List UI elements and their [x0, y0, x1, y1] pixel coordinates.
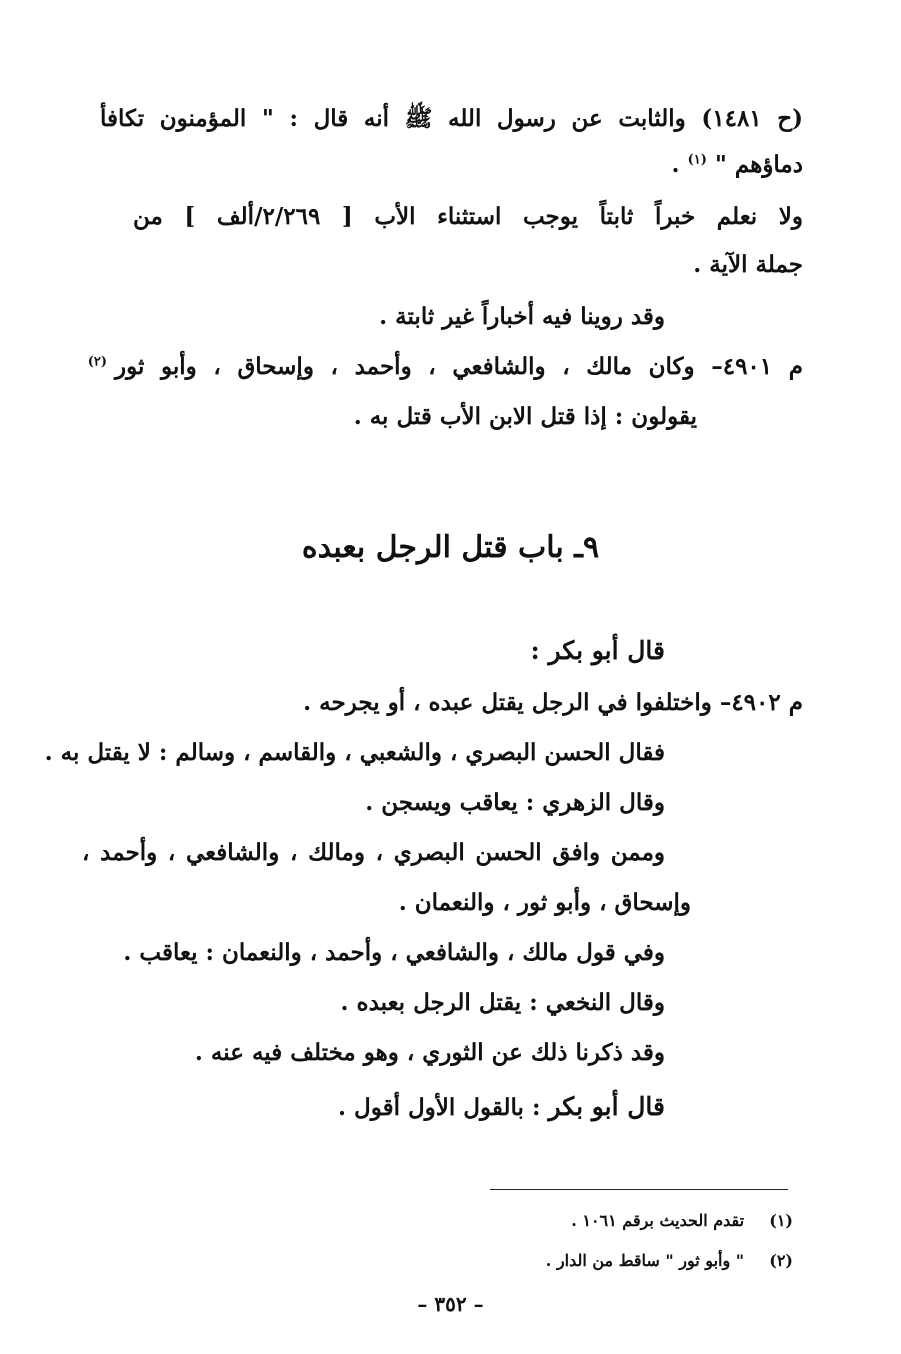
text-line: فقال الحسن البصري ، والشعبي ، والقاسم ، وسالم : لا يقتل به .	[44, 739, 665, 766]
text-line: م ٤٩٠٢– واختلفوا في الرجل يقتل عبده ، أو يجرحه .	[303, 689, 803, 716]
section-heading: ٩ـ باب قتل الرجل بعبده	[301, 530, 600, 565]
footnote-divider	[490, 1189, 788, 1190]
text-line: يقولون : إذا قتل الابن الأب قتل به .	[353, 403, 697, 430]
footnote-text: تقدم الحديث برقم ١٠٦١ .	[571, 1211, 745, 1230]
footnote	[571, 1210, 793, 1232]
footnote	[546, 1250, 793, 1272]
footnote-number: (٢)	[769, 1251, 793, 1270]
footnote-text: " وأبو ثور " ساقط من الدار .	[545, 1251, 745, 1270]
text-line: وإسحاق ، وأبو ثور ، والنعمان .	[398, 889, 691, 916]
footnote-marker: (٢)	[87, 354, 107, 370]
text-fragment: .	[671, 151, 680, 178]
text-line: وفي قول مالك ، والشافعي ، وأحمد ، والنعمان : يعاقب .	[123, 939, 665, 966]
text-line: ولا نعلم خبراً ثابتاً يوجب استثناء الأب [ ٢/٢٦٩/ألف ] من	[133, 203, 803, 230]
text-line: وممن وافق الحسن البصري ، ومالك ، والشافعي ، وأحمد ،	[82, 839, 665, 866]
page-number: – ٣٥٢ –	[417, 1292, 484, 1316]
speaker-label: قال أبو بكر :	[530, 636, 665, 665]
conclusion-line	[338, 1092, 665, 1123]
text-fragment: : بالقول الأول أقول .	[337, 1094, 541, 1121]
text-line: جملة الآية .	[693, 251, 803, 278]
speaker-label: قال أبو بكر	[548, 1092, 665, 1121]
text-fragment: دماؤهم "	[714, 151, 803, 178]
text-line	[87, 352, 804, 382]
text-fragment: م ٤٩٠١– وكان مالك ، والشافعي ، وأحمد ، وإسحاق ، وأبو ثور	[115, 353, 804, 380]
text-line: وقد روينا فيه أخباراً غير ثابتة .	[379, 303, 665, 330]
text-line: وقد ذكرنا ذلك عن الثوري ، وهو مختلف فيه عنه .	[194, 1039, 665, 1066]
text-line: وقال النخعي : يقتل الرجل بعبده .	[340, 989, 665, 1016]
text-line	[672, 150, 803, 180]
footnote-number: (١)	[769, 1211, 793, 1230]
text-line: وقال الزهري : يعاقب ويسجن .	[365, 789, 665, 816]
text-line: (ح ١٤٨١) والثابت عن رسول الله ﷺ أنه قال : " المؤمنون تكافأ	[100, 105, 803, 132]
footnote-marker: (١)	[687, 152, 707, 168]
